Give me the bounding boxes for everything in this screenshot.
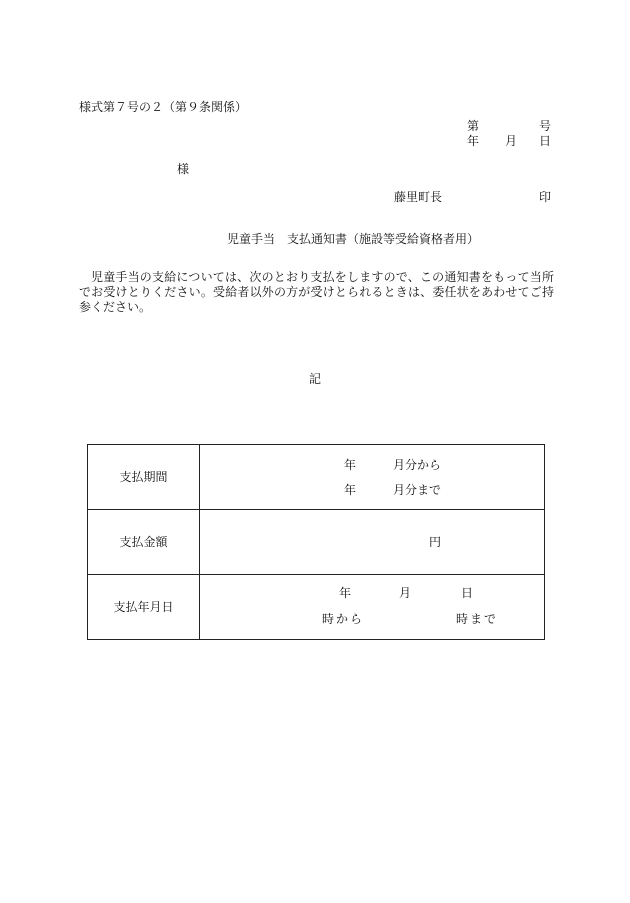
document-number-suffix: 号	[538, 119, 551, 133]
date-month-label: 月	[505, 134, 518, 148]
payment-amount-label: 支払金額	[88, 510, 200, 575]
payment-date-day: 日	[461, 586, 474, 600]
payment-period-value-cell	[200, 445, 545, 510]
period-start-month: 月分から	[393, 458, 442, 472]
payment-amount-value-cell	[200, 510, 545, 575]
payment-date-year: 年	[339, 586, 352, 600]
recipient-honorific: 様	[177, 162, 190, 176]
period-start-year: 年	[344, 458, 357, 472]
period-end-year: 年	[344, 483, 357, 497]
payment-date-label: 支払年月日	[88, 575, 200, 640]
payment-table	[87, 444, 545, 640]
date-day-label: 日	[538, 134, 551, 148]
table-row-payment-amount	[88, 510, 545, 575]
date-year-label: 年	[467, 134, 480, 148]
amount-unit-yen: 円	[429, 535, 442, 549]
document-title: 児童手当 支払通知書（施設等受給資格者用）	[227, 232, 480, 246]
seal-mark: 印	[538, 190, 551, 204]
table-row-payment-date	[88, 575, 545, 640]
payment-time-to: 時まで	[456, 612, 499, 626]
issuer-name: 藤里町長	[394, 190, 443, 204]
period-end-month: 月分まで	[393, 483, 442, 497]
form-number: 様式第７号の２（第９条関係）	[79, 100, 248, 114]
payment-date-value-cell	[200, 575, 545, 640]
body-paragraph: 児童手当の支給については、次のとおり支払をしますので、この通知書をもって当所でお受けとりください。受給者以外の方が受けとられるときは、委任状をあわせてご持参ください。	[79, 270, 554, 314]
document-number-prefix: 第	[467, 119, 480, 133]
payment-period-label: 支払期間	[88, 445, 200, 510]
payment-date-month: 月	[399, 586, 412, 600]
payment-time-from: 時から	[322, 612, 365, 626]
table-row-payment-period	[88, 445, 545, 510]
ki-heading: 記	[309, 372, 322, 386]
